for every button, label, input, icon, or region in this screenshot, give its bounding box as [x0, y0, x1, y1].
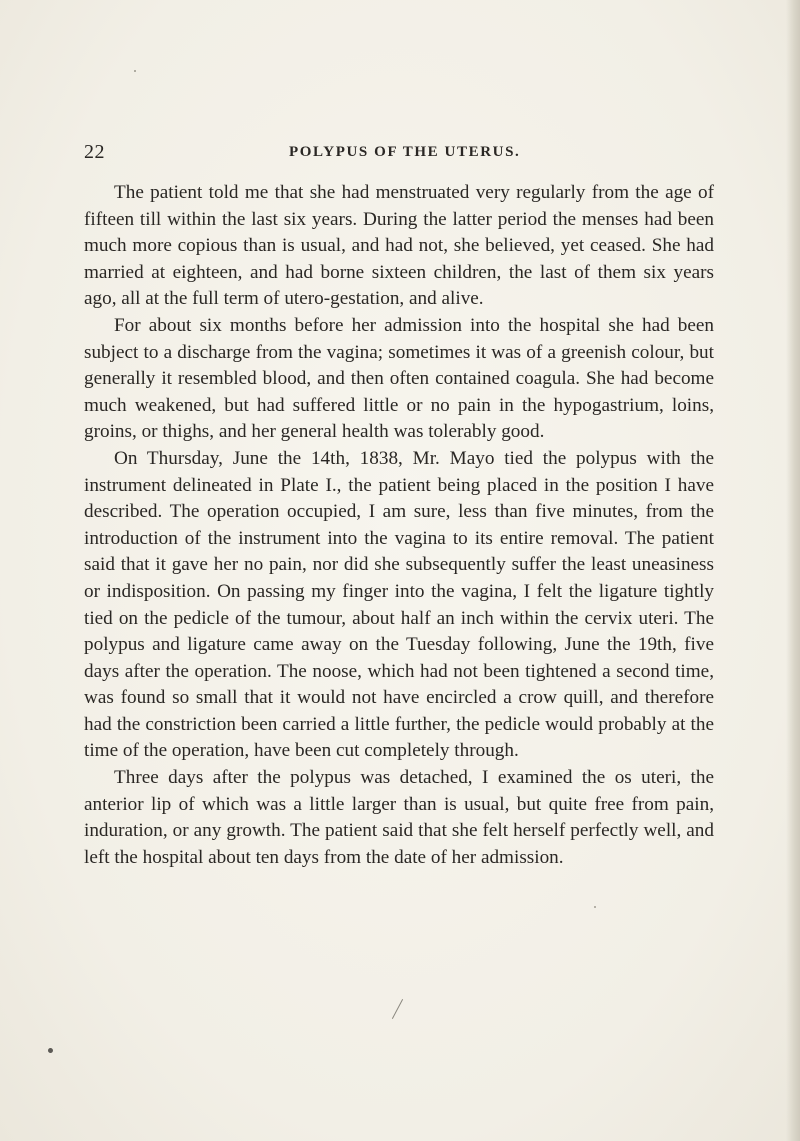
pencil-stroke [392, 999, 403, 1019]
paragraph: The patient told me that she had menstruated very regularly from the age of fifteen till within the last six years. During the latter period the menses had been much more copious than is usual, and had not, she believed, yet ceased. She had married at eighteen, and had borne sixteen children, the last of them six years ago, all at the full term of utero-gestation, and alive. [84, 182, 714, 310]
running-title: POLYPUS OF THE UTERUS. [289, 144, 521, 160]
ink-speck [47, 1047, 54, 1054]
page-number: 22 [84, 141, 105, 163]
body-text [84, 180, 714, 871]
paragraph: For about six months before her admission into the hospital she had been subject to a discharge from the vagina; sometimes it was of a greenish colour, but generally it resembled blood, and then often contained coagula. She had become much weakened, but had suffered little or no pain in the hypogastrium, loins, groins, or thighs, and her general health was tolerably good. [84, 314, 714, 443]
paragraph: Three days after the polypus was detached, I examined the os uteri, the anterior lip of which was a little larger than is usual, but quite free from pain, induration, or any growth. The patient said that she felt herself perfectly well, and left the hospital about ten days from the date of her admission. [84, 767, 714, 868]
page-edge-shadow [786, 0, 800, 1141]
paper-speck [594, 906, 596, 908]
paragraph: On Thursday, June the 14th, 1838, Mr. Mayo tied the polypus with the instrument delineated in Plate I., the patient being placed in the position I have described. The operation occupied, I am sure, less than five minutes, from the introduction of the instrument into the vagina to its entire removal. The patient said that it gave her no pain, nor did she subsequently suffer the least uneasiness or indisposition. On passing my finger into the vagina, I felt the ligature tightly tied on the pedicle of the tumour, about half an inch within the cervix uteri. The polypus and ligature came away on the Tuesday following, June the 19th, five days after the operation. The noose, which had not been tightened a second time, was found so small that it would not have encircled a crow quill, and therefore had the constriction been carried a little further, the pedicle would probably at the time of the operation, have been cut completely through. [84, 447, 714, 762]
running-head [84, 141, 724, 167]
paper-speck [134, 70, 136, 72]
